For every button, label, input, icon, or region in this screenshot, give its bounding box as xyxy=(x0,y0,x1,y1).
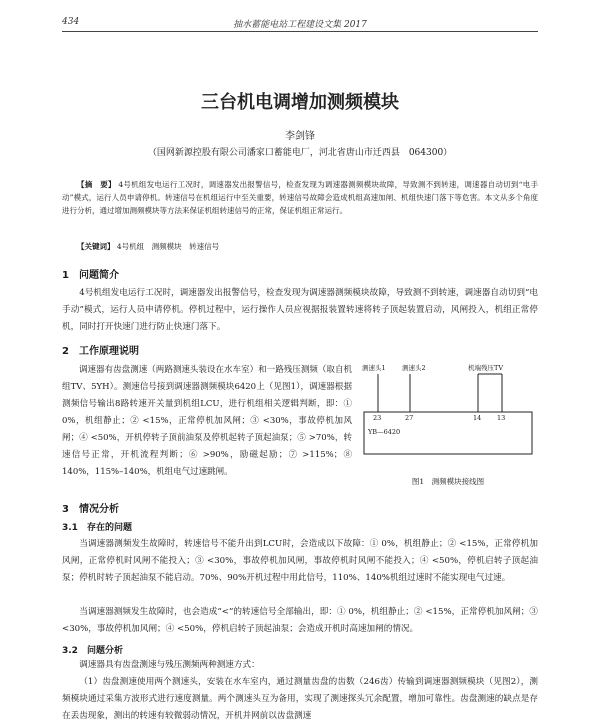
label-probe-2: 测速头2 xyxy=(402,364,426,372)
wiring-diagram xyxy=(360,362,536,474)
section-1-paragraph: 4号机组发电运行工况时，调速器发出报警信号，检查发现为调速器测频模块故障，导致测不到转速，调速器自动切到“电手动”模式，运行人员申请停机。停机过程中，运行操作人员应视据报装置转速将转子顶起装置启动，风闸投入，机组正常停机，同时打开快速门进行防止快速门落下。 xyxy=(62,288,538,332)
section-3-2-paragraph-2: （1）齿盘测速使用两个测速头，安装在水车室内，通过测量齿盘的齿数（246齿）传输到调速器测频模块（见图2），测频模块通过采集方波形式进行速度测量。两个测速头互为备用，实现了测速探头冗余配置，增加可靠性。齿盘测速的缺点是存在丢齿现象，测出的转速有较微弱动情况，开机并网前以齿盘测速 xyxy=(62,677,538,721)
label-probe-1: 测速头1 xyxy=(362,364,386,372)
keywords xyxy=(62,240,538,253)
section-1-heading: 1 问题简介 xyxy=(62,270,119,281)
keywords-text: 4号机组 测频模块 转速信号 xyxy=(116,242,220,251)
section-3-1-paragraph-1: 当调速器测频发生故障时，转速信号不能升出到LCU时，会造成以下故障：① 0%，机组静止；② <15%，正常停机加风闸，正常停机时风闸不能投入；③ <30%，事故停机加风闸，事故停机时风闸不能投入；④ <50%，停机启转子顶起油泵；停机时转子顶起油泵不能启动。70%、90%开机过程中用此信号，110%、140%机组过速时不能实现电气过速。 xyxy=(62,539,538,583)
author: 李剑锋 xyxy=(285,131,315,142)
abstract-text: 4号机组发电运行工况时，调速器发出报警信号，检查发现为调速器测频模块故障，导致测不到转速，调速器自动切到“电手动”模式，运行人员申请停机。转速信号在机组运行中至关重要，转速信号故障会造成机组高速加闸、机组快速门落下等危害。本文从多个角度进行分析，通过增加测频模块等方法来保证机组转速信号的正常，保证机组正常运行。 xyxy=(62,180,538,215)
figure-1 xyxy=(360,362,536,488)
figure-caption: 图1 测频模块接线图 xyxy=(411,477,485,486)
section-3-2-paragraph-1: 调速器具有齿盘测速与残压测频两种测速方式： xyxy=(79,660,260,670)
terminal-14: 14 xyxy=(473,414,482,422)
header-rule xyxy=(62,31,538,32)
section-2-heading: 2 工作原理说明 xyxy=(62,346,139,357)
section-3-heading: 3 情况分析 xyxy=(62,504,119,515)
terminal-23: 23 xyxy=(373,414,382,422)
label-residual-tv: 机端残压TV xyxy=(468,364,504,372)
section-3-2-heading: 3.2 问题分析 xyxy=(62,646,123,656)
page-number: 434 xyxy=(62,17,80,27)
keywords-label: 【关键词】 xyxy=(77,242,115,251)
affiliation: （国网新源控股有限公司潘家口蓄能电厂，河北省唐山市迁西县 064300） xyxy=(147,148,453,158)
abstract xyxy=(62,178,538,217)
section-2-paragraph: 调速器有齿盘测速（两路测速头装设在水车室）和一路残压测频（取自机组TV、5YH）。测速信号接到调速器测频模块6420上（见图1），调速器根据测频信号输出8路转速开关量到机组LCU，进行机组相关逻辑判断，即：① 0%，机组静止；② <15%，正常停机加风闸；③ <30%，事故停机加风闸；④ <50%，开机停转子顶前油泵及停机起转子顶起油泵；⑤ >70%，转速信号正常，开机流程判断；⑥ >90%，励磁起励；⑦ >115%；⑧ 140%，115%–140%，机组电气过速跳闸。 xyxy=(62,365,352,477)
abstract-label: 【摘 要】 xyxy=(77,180,116,189)
terminal-27: 27 xyxy=(405,414,414,422)
section-3-1-paragraph-2: 当调速器测频发生故障时，也会造成“<”的转速信号全部输出，即：① 0%，机组静止；② <15%，正常停机加风闸；③ <30%，事故停机加风闸；④ <50%，停机启转子顶起油泵；会造成开机时高速加闸的情况。 xyxy=(62,607,538,634)
article-title: 三台机电调增加测频模块 xyxy=(201,92,399,113)
module-label: YB—6420 xyxy=(368,428,401,436)
section-3-1-heading: 3.1 存在的问题 xyxy=(62,523,132,533)
journal-title: 抽水蓄能电站工程建设文集 2017 xyxy=(233,20,367,30)
terminal-13: 13 xyxy=(497,414,506,422)
